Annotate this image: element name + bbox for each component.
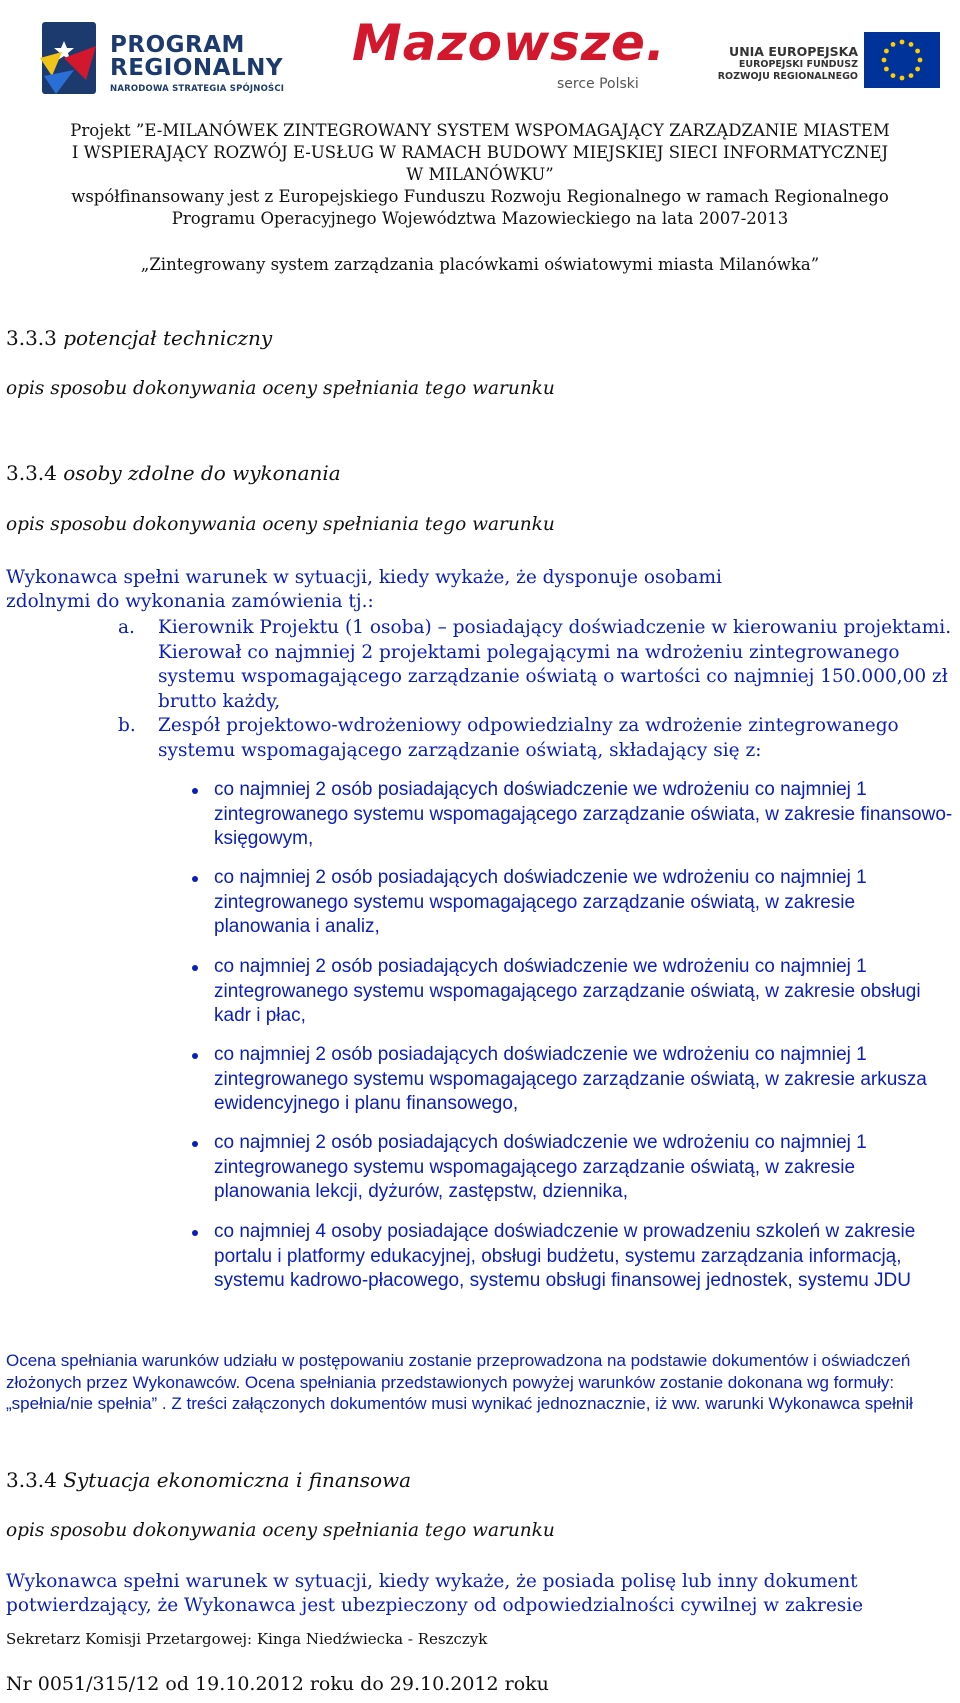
section-heading-333	[6, 326, 272, 350]
bullet-dot-icon	[192, 1230, 198, 1236]
section-subheading: opis sposobu dokonywania oceny spełniania tego warunku	[6, 378, 555, 399]
list-item-text: Kierownik Projektu (1 osoba) – posiadający doświadczenie w kierowaniu projektami. Kierował co najmniej 2 projektami polegającymi na wdrożeniu zintegrowanego systemu wspomagającego zarządzanie oświatą o wartości co najmniej 150.000,00 zł brutto każdy,	[158, 617, 952, 712]
section-title: osoby zdolne do wykonania	[63, 461, 341, 485]
bullet-text: co najmniej 2 osób posiadających doświadczenie we wdrożeniu co najmniej 1 zintegrowanego systemu wspomagającego zarządzanie oświatą, w zakresie arkusza ewidencyjnego i planu finansowego,	[214, 1044, 927, 1114]
section-heading-334	[6, 461, 341, 485]
section-number: 3.3.3	[6, 326, 57, 350]
section-heading-334b	[6, 1468, 411, 1492]
project-line: współfinansowany jest z Europejskiego Funduszu Rozwoju Regionalnego w ramach Regionalnego	[71, 187, 889, 206]
logo-row	[0, 8, 960, 108]
project-description	[0, 120, 960, 230]
footer-secretary: Sekretarz Komisji Przetargowej: Kinga Niedźwiecka - Reszczyk	[6, 1630, 488, 1648]
project-tagline: „Zintegrowany system zarządzania placówkami oświatowymi miasta Milanówka”	[140, 255, 820, 274]
section-number: 3.3.4	[6, 1468, 57, 1492]
bullet-dot-icon	[192, 965, 198, 971]
section-intro: Wykonawca spełni warunek w sytuacji, kiedy wykaże, że dysponuje osobami zdolnymi do wykonania zamówienia tj.:	[6, 567, 722, 612]
bullet-text: co najmniej 2 osób posiadających doświadczenie we wdrożeniu co najmniej 1 zintegrowanego systemu wspomagającego zarządzanie oświatą, w zakresie planowania i analiz,	[214, 867, 867, 937]
bullet-dot-icon	[192, 876, 198, 882]
section-title: Sytuacja ekonomiczna i finansowa	[63, 1468, 412, 1492]
section-subheading: opis sposobu dokonywania oceny spełniania tego warunku	[6, 514, 555, 535]
project-line: I WSPIERAJĄCY ROZWÓJ E-USŁUG W RAMACH BUDOWY MIEJSKIEJ SIECI INFORMATYCZNEJ	[71, 143, 889, 162]
bullet-dot-icon	[192, 788, 198, 794]
list-marker: a.	[118, 617, 135, 638]
footer-reference: Nr 0051/315/12 od 19.10.2012 roku do 29.10.2012 roku	[6, 1673, 549, 1695]
list-item-text: Zespół projektowo-wdrożeniowy odpowiedzialny za wdrożenie zintegrowanego systemu wspomagającego zarządzanie oświatą, składający się z:	[158, 715, 899, 761]
bullet-text: co najmniej 4 osoby posiadające doświadczenie w prowadzeniu szkoleń w zakresie portalu i platformy edukacyjnej, obsługi budżetu, systemu zarządzania informacją, systemu kadrowo-płacowego, systemu obsługi finansowej jednostek, systemu JDU	[214, 1221, 916, 1291]
project-line: W MILANÓWKU”	[406, 165, 554, 184]
bullet-dot-icon	[192, 1053, 198, 1059]
section-number: 3.3.4	[6, 461, 57, 485]
rozwoju-regionalnego-label: ROZWOJU REGIONALNEGO	[717, 71, 858, 82]
evaluation-paragraph: Ocena spełniania warunków udziału w postępowaniu zostanie przeprowadzona na podstawie dokumentów i oświadczeń złożonych przez Wykonawców. Ocena spełniania przedstawionych powyżej warunków zostanie dokonana wg formuły: „spełnia/nie spełnia” . Z treści załączonych dokumentów musi wynikać jednoznacznie, iż ww. warunki Wykonawca spełnił	[6, 1351, 913, 1413]
eu-logo	[696, 24, 941, 94]
bullet-text: co najmniej 2 osób posiadających doświadczenie we wdrożeniu co najmniej 1 zintegrowanego systemu wspomagającego zarządzanie oświatą, w zakresie planowania lekcji, dyżurów, zastępstw, dziennika,	[214, 1132, 867, 1202]
program-regionalny-emblem-icon	[34, 18, 104, 98]
europejski-fundusz-label: EUROPEJSKI FUNDUSZ	[738, 59, 858, 70]
regionalny-label: REGIONALNY	[110, 55, 284, 81]
list-marker: b.	[118, 715, 136, 736]
program-regionalny-logo	[34, 12, 324, 102]
section-title: potencjał techniczny	[63, 326, 273, 350]
narodowa-strategia-label: NARODOWA STRATEGIA SPÓJNOŚCI	[110, 84, 285, 94]
serce-polski-label: serce Polski	[557, 76, 639, 92]
eu-flag-icon	[864, 32, 940, 88]
bullet-dot-icon	[192, 1141, 198, 1147]
mazowsze-wordmark: Mazowsze.	[352, 14, 666, 72]
section-subheading: opis sposobu dokonywania oceny spełniania tego warunku	[6, 1520, 555, 1541]
bullet-text: co najmniej 2 osób posiadających doświadczenie we wdrożeniu co najmniej 1 zintegrowanego systemu wspomagającego zarządzanie oświata, w zakresie finansowo-księgowym,	[214, 779, 953, 849]
project-line: Projekt ”E-MILANÓWEK ZINTEGROWANY SYSTEM WSPOMAGAJĄCY ZARZĄDZANIE MIASTEM	[70, 121, 890, 140]
unia-europejska-label: UNIA EUROPEJSKA	[729, 44, 858, 59]
project-line: Programu Operacyjnego Województwa Mazowieckiego na lata 2007-2013	[171, 209, 789, 228]
program-label: PROGRAM	[110, 32, 245, 58]
bullet-text: co najmniej 2 osób posiadających doświadczenie we wdrożeniu co najmniej 1 zintegrowanego systemu wspomagającego zarządzanie oświatą, w zakresie obsługi kadr i płac,	[214, 956, 921, 1026]
section-text: Wykonawca spełni warunek w sytuacji, kiedy wykaże, że posiada polisę lub inny dokument potwierdzający, że Wykonawca jest ubezpieczony od odpowiedzialności cywilnej w zakresie	[6, 1571, 864, 1616]
mazowsze-logo	[352, 14, 666, 104]
